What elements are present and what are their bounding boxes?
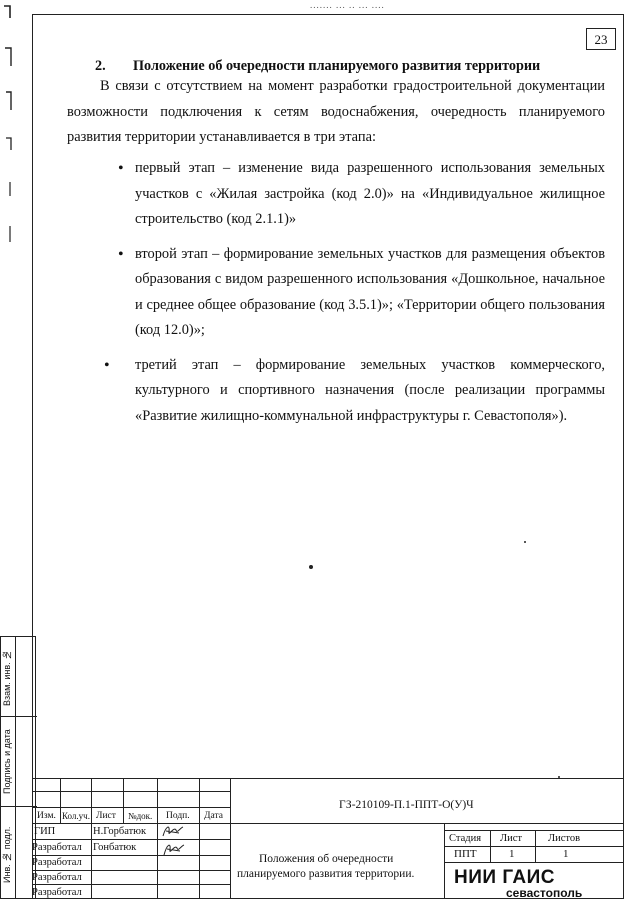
doc-title-line-2: планируемого развития территории.	[237, 868, 415, 880]
sheet-label: Лист	[500, 833, 522, 844]
section-number: 2.	[95, 58, 106, 74]
doc-code: ГЗ-210109-П.1-ППТ-О(У)Ч	[339, 799, 474, 811]
role-dev-3: Разработал	[32, 872, 82, 883]
name-dev: Гонбатюк	[93, 842, 137, 853]
logo-sub: севастополь	[506, 886, 583, 900]
signature-dev	[160, 839, 186, 859]
col-koluch: Кол.уч.	[62, 811, 90, 821]
col-data: Дата	[204, 811, 223, 821]
scan-speck	[309, 565, 313, 569]
col-list: Лист	[96, 811, 116, 821]
col-ndok: №док.	[128, 811, 153, 821]
sheets-label: Листов	[548, 833, 581, 844]
signature-gip	[160, 822, 186, 840]
side-label-podpis: Подпись и дата	[2, 729, 12, 795]
section-title: Положение об очередности планируемого развития территории	[133, 58, 541, 74]
col-izm: Изм.	[37, 811, 56, 821]
col-podp: Подп.	[166, 811, 190, 821]
page-number: 23	[586, 28, 616, 50]
stage-item-2: • второй этап – формирование земельных участков для размещения объектов образования с видом разрешенного использования «Дошкольное, начальное и среднее общее образование (код 3.5.1)»; «Территории общего пользования (код 12.0)»;	[118, 242, 605, 344]
org-logo	[454, 867, 583, 900]
scan-marks	[2, 0, 16, 260]
stage-list	[118, 156, 605, 438]
role-dev-1: Разработал	[32, 842, 82, 853]
role-dev-2: Разработал	[32, 857, 82, 868]
intro-paragraph: В связи с отсутствием на момент разработки градостроительной документации возможности подключения к сетям водоснабжения, очередность планируемого развития территории устанавливается в три этапа:	[67, 78, 605, 145]
doc-title-line-1: Положения об очередности	[259, 853, 394, 865]
role-gip: ГИП	[34, 826, 56, 837]
header-scrawl: ....... ... .. ... ....	[310, 0, 385, 10]
scan-speck	[524, 541, 526, 543]
side-label-inv: Инв. № подл.	[2, 826, 12, 884]
stage-value: ППТ	[454, 848, 477, 860]
role-dev-4: Разработал	[32, 887, 82, 898]
sheets-value: 1	[563, 848, 569, 860]
stage-item-3: • третий этап – формирование земельных участков коммерческого, культурного и спортивного назначения (после реализации программы «Развитие жилищно-коммунальной инфраструктуры г. Севастополя»).	[104, 353, 605, 430]
stage-label: Стадия	[449, 833, 482, 844]
logo-main: НИИ ГАИС	[454, 867, 555, 888]
stage-item-1: • первый этап – изменение вида разрешенного использования земельных участков с «Жилая застройка (код 2.0)» на «Индивидуальное жилищное строительство (код 2.1.1)»	[118, 156, 605, 233]
side-label-vzam: Взам. инв. №	[2, 649, 12, 707]
side-stamp	[0, 636, 36, 899]
name-gip: Н.Горбатюк	[93, 826, 147, 837]
section-heading	[95, 58, 540, 75]
sheet-value: 1	[509, 848, 515, 860]
